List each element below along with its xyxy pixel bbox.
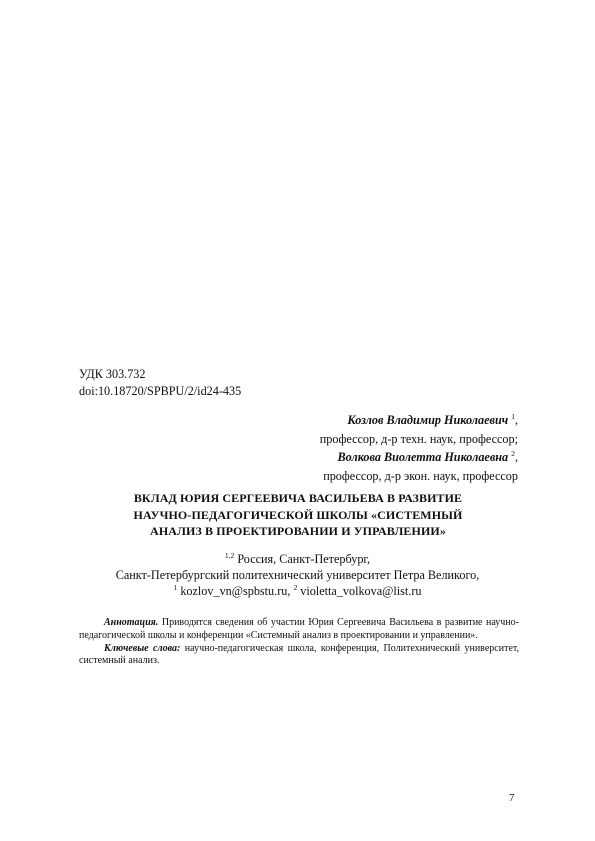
author-1-position: профессор, д-р техн. наук, профессор;	[319, 431, 518, 446]
keywords-paragraph	[79, 643, 519, 669]
author-1-affiliation-mark: 1	[511, 412, 515, 421]
author-2-affiliation-mark: 2	[511, 449, 515, 458]
abstract-text: Приводятся сведения об участии Юрия Сергеевича Васильева в развитие научно-педагогической школы и конференции «Системный анализ в проектировании и управлении».	[79, 617, 520, 641]
udc-doi-block	[79, 366, 241, 400]
abstract-label: Аннотация.	[104, 617, 159, 628]
email-1: kozlov_vn@spbstu.ru,	[180, 584, 291, 598]
affiliation-location: Россия, Санкт-Петербург,	[237, 552, 371, 566]
author-1	[320, 411, 518, 430]
author-2-position: профессор, д-р экон. наук, профессор	[323, 468, 518, 483]
doi: doi:10.18720/SPBPU/2/id24-435	[79, 384, 242, 398]
keywords-label: Ключевые слова:	[104, 642, 181, 654]
author-1-separator: ,	[514, 413, 518, 427]
title-line-1: ВКЛАД ЮРИЯ СЕРГЕЕВИЧА ВАСИЛЬЕВА В РАЗВИТИЕ	[133, 491, 463, 505]
email-2-mark: 2	[293, 583, 298, 592]
affiliation-block	[60, 551, 535, 599]
udc-code: УДК 303.732	[79, 367, 146, 381]
affiliation-university: Санкт-Петербургский политехнический университет Петра Великого,	[115, 568, 480, 582]
authors-block	[320, 411, 518, 485]
keywords-text: научно-педагогическая школа, конференция, Политехнический университет, системный анализ.	[79, 642, 519, 667]
email-2: violetta_volkova@list.ru	[300, 584, 422, 598]
title-line-2: НАУЧНО-ПЕДАГОГИЧЕСКОЙ ШКОЛЫ «СИСТЕМНЫЙ	[133, 507, 463, 522]
author-2-name: Волкова Виолетта Николаевна	[337, 450, 509, 464]
affiliation-emails-line	[60, 583, 535, 599]
affiliation-location-line	[60, 551, 535, 567]
author-2	[320, 448, 518, 467]
author-2-separator: ,	[514, 450, 518, 464]
title-line-3: АНАЛИЗ В ПРОЕКТИРОВАНИИ И УПРАВЛЕНИИ»	[150, 524, 446, 538]
page-number: 7	[509, 792, 515, 804]
author-1-name: Козлов Владимир Николаевич	[347, 413, 509, 427]
email-1-mark: 1	[173, 583, 178, 592]
abstract-paragraph	[79, 617, 519, 643]
paper-title	[88, 490, 508, 540]
abstract-block	[79, 617, 519, 668]
location-affiliation-mark: 1,2	[224, 551, 235, 560]
